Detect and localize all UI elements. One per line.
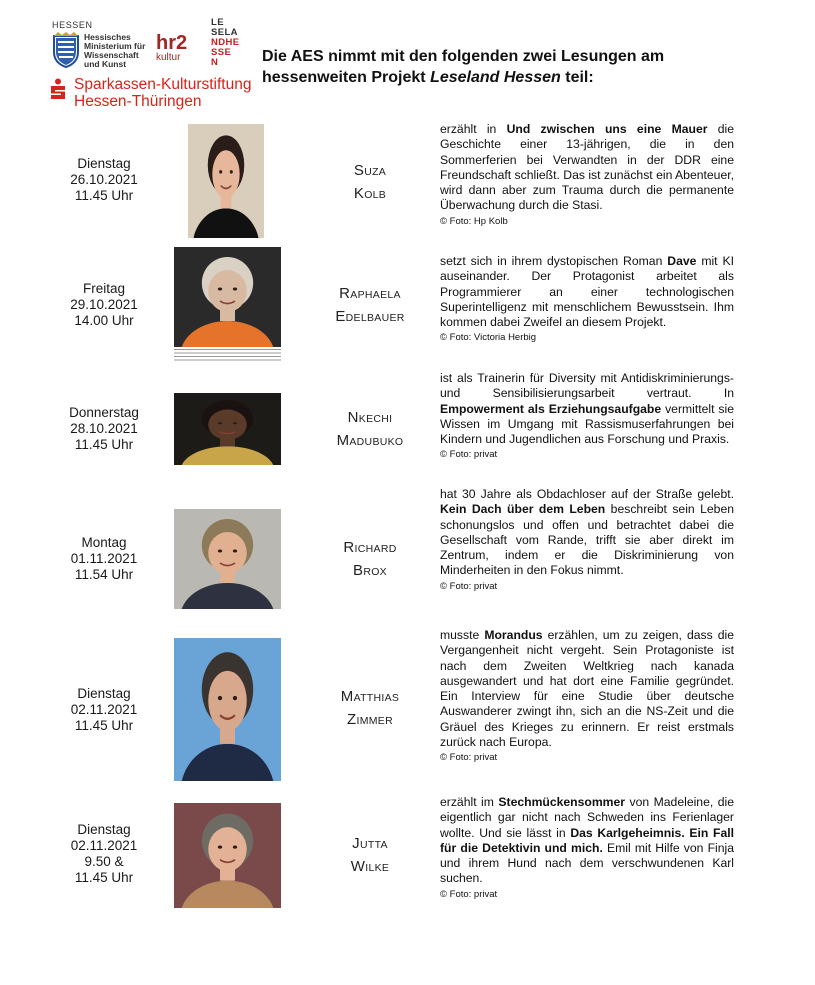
author-name: MATTHIAS ZIMMER xyxy=(340,688,400,728)
hessen-wordmark: HESSEN xyxy=(52,20,93,30)
book-title: Stechmückensommer xyxy=(498,795,626,809)
time-value: 11.54 Uhr xyxy=(74,567,134,582)
portrait-illustration xyxy=(188,124,264,238)
reading-description: setzt sich in ihrem dystopischen Roman Dave mit KI auseinander. Der Protagonist arbeitet als Programmierer an einer technologischen Superintelligenz mit menschlichem Bewusstsein. Ihm kommen dabei Zweifel an diesem Projekt. © Foto: Victoria Herbig xyxy=(440,254,734,344)
book-title: Empowerment als Erziehungsaufgabe xyxy=(440,401,662,416)
book-title: Das Karlgeheimnis. Ein Fall für die Detektivin und mich. xyxy=(440,825,734,855)
book-title: Dave xyxy=(667,254,697,268)
reading-date xyxy=(50,686,158,734)
author-photo xyxy=(174,247,281,347)
author-name: RAPHAELA EDELBAUER xyxy=(335,285,405,325)
weekday: Dienstag xyxy=(77,822,131,837)
author-photo xyxy=(188,124,264,238)
reading-description: hat 30 Jahre als Obdachloser auf der Straße gelebt. Kein Dach über dem Leben beschreibt sein Leben schonungslos und offen und betrachtet dabei die Gesellschaft vom Rande, trifft sie aber direkt im Zentrum, indem er die Diskriminierung von Minderheiten in den Fokus nimmt. © Foto: privat xyxy=(440,487,735,592)
hessen-crest-icon xyxy=(52,32,80,68)
portrait-illustration xyxy=(174,247,281,347)
author-photo xyxy=(174,509,281,609)
logo-block: HESSEN Hessisches Ministerium für Wissenschaft und Kunst hr2 kultur LE SELA NDHE SSE N Sparkassen-Kulturstiftung Hessen-Thüringen xyxy=(46,14,261,114)
photo-caption-image xyxy=(174,349,281,361)
leseland-hessen-logo: LE SELA NDHE SSE N xyxy=(211,17,240,68)
date-value: 02.11.2021 xyxy=(70,702,138,717)
reading-date xyxy=(50,156,158,204)
time-value-2: 11.45 Uhr xyxy=(74,870,134,885)
portrait-illustration xyxy=(174,803,281,908)
author-name: SUZA KOLB xyxy=(353,162,387,202)
time-value: 9.50 & xyxy=(84,854,124,869)
date-value: 29.10.2021 xyxy=(70,297,138,312)
portrait-illustration xyxy=(174,509,281,609)
reading-description: ist als Trainerin für Diversity mit Antidiskriminierungs- und Sensibilisierungsarbeit vertraut. In Empowerment als Erziehungsaufgabe vermittelt sie Wissen im Umgang mit Rassismuserfahrungen bei Kindern und Jugendlichen aus Forschung und Praxis. © Foto: privat xyxy=(440,371,734,461)
date-value: 01.11.2021 xyxy=(70,551,138,566)
time-value: 11.45 Uhr xyxy=(74,188,134,203)
author-photo xyxy=(174,393,281,465)
hr2-kultur-logo: hr2 kultur xyxy=(156,32,188,63)
reading-description: erzählt im Stechmückensommer von Madeleine, die eigentlich gar nicht nach Schweden ins Ferienlager wollte. Und sie lässt in Das Karlgeheimnis. Ein Fall für die Detektivin und mich. Emil mit Hilfe von Finja und ihrem Hund nach dem verschwundenen Karl suchen. © Foto: privat xyxy=(440,795,735,900)
reading-date xyxy=(50,405,158,453)
date-value: 02.11.2021 xyxy=(70,838,138,853)
weekday: Freitag xyxy=(82,281,126,296)
weekday: Dienstag xyxy=(77,156,131,171)
portrait-illustration xyxy=(174,638,281,781)
book-title: Morandus xyxy=(484,628,543,642)
time-value: 14.00 Uhr xyxy=(74,313,134,328)
photo-credit: © Foto: privat xyxy=(440,888,498,900)
author-photo xyxy=(174,803,281,908)
weekday: Donnerstag xyxy=(69,405,139,420)
weekday: Dienstag xyxy=(77,686,131,701)
book-title: Und zwischen uns eine Mauer xyxy=(506,122,708,136)
photo-credit: © Foto: privat xyxy=(440,752,498,764)
portrait-illustration xyxy=(174,393,281,465)
book-title: Kein Dach über dem Leben xyxy=(440,502,606,517)
date-value: 26.10.2021 xyxy=(70,172,138,187)
page-headline: Die AES nimmt mit den folgenden zwei Lesungen am hessenweiten Projekt Leseland Hessen teil: xyxy=(262,48,665,86)
reading-date xyxy=(50,281,158,329)
time-value: 11.45 Uhr xyxy=(74,718,134,733)
photo-credit: © Foto: privat xyxy=(440,580,498,592)
weekday: Montag xyxy=(81,535,127,550)
photo-credit: © Foto: Hp Kolb xyxy=(440,215,508,227)
author-photo xyxy=(174,638,281,781)
time-value: 11.45 Uhr xyxy=(74,437,134,452)
date-value: 28.10.2021 xyxy=(70,421,138,436)
reading-date xyxy=(50,535,158,583)
photo-credit: © Foto: privat xyxy=(440,449,498,461)
author-name: NKECHI MADUBUKO xyxy=(336,409,404,449)
sparkasse-s-icon xyxy=(48,78,68,100)
author-name: JUTTA WILKE xyxy=(350,835,390,875)
photo-credit: © Foto: Victoria Herbig xyxy=(440,332,537,344)
ministry-name: Hessisches Ministerium für Wissenschaft und Kunst xyxy=(84,32,146,69)
reading-description: musste Morandus erzählen, um zu zeigen, dass die Vergangenheit nicht vergeht. Sein Protagoniste ist nach dem Zweiten Weltkrieg nach kanada ausgewandert und hat dort eine Familie gegründet. Ein Interview für eine Studie über deutsche Auswanderer zwingt ihn, sich an die NS-Zeit und die Gräuel des Krieges zu erinnern. Er reist erstmals zurück nach Europa. © Foto: privat xyxy=(440,628,734,764)
reading-date xyxy=(50,822,158,886)
reading-description: erzählt in Und zwischen uns eine Mauer die Geschichte einer 13-jährigen, die in den Sommerferien bei Verwandten in der DDR eine Freundschaft schließt. Das ist zunächst ein Abenteuer, wird dann aber zum Trauma durch die permanente Überwachung durch die Stasi. © Foto: Hp Kolb xyxy=(440,122,735,227)
author-name: RICHARD BROX xyxy=(343,539,397,579)
